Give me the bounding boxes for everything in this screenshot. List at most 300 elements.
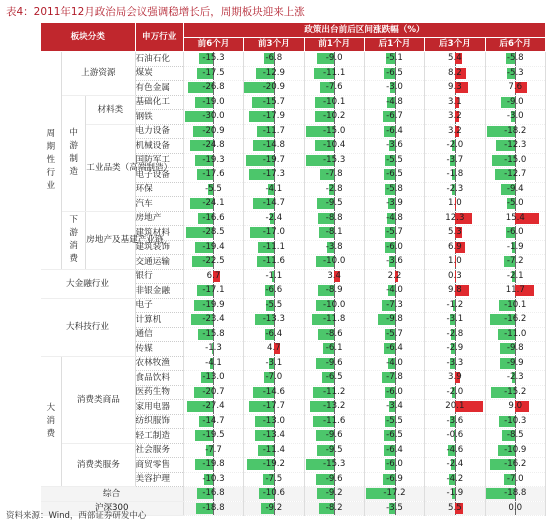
value-cell [244,298,304,313]
value-cell [304,327,364,342]
value-label: -7.8 [325,169,343,179]
value-label: 5.5 [448,502,462,513]
value-cell [244,168,304,183]
industry-name: 家用电器 [135,400,183,415]
value-cell [485,371,545,386]
value-label: 12.3 [445,212,465,223]
industry-name: 钢铁 [135,110,183,125]
value-cell [244,385,304,400]
value-label: -6.4 [386,125,403,136]
value-label: -5.5 [386,154,403,165]
value-cell [304,313,364,328]
value-label: -4.1 [265,183,283,194]
value-cell [183,501,243,516]
value-cell [183,153,243,168]
value-cell [364,487,424,502]
value-cell [364,342,424,357]
table-row [41,124,546,139]
value-label: -10.6 [262,488,285,498]
value-label: -12.7 [504,169,527,179]
value-label: -10.4 [323,140,346,150]
industry-name: 电子设备 [135,168,183,183]
value-label: -8.9 [325,285,343,295]
value-cell [485,429,545,444]
value-cell [183,110,243,125]
value-label: -10.2 [323,111,346,121]
value-cell [485,52,545,67]
value-cell [485,327,545,342]
value-cell [425,429,485,444]
value-cell [485,139,545,154]
value-cell [304,501,364,516]
value-cell [485,226,545,241]
value-cell [425,356,485,371]
value-cell [485,298,545,313]
value-cell [304,139,364,154]
value-label: -5.7 [386,328,403,339]
value-label: -17.5 [202,67,225,78]
value-label: -5.5 [265,299,283,310]
value-cell [183,443,243,458]
value-cell [364,197,424,212]
value-label: -7.7 [205,444,222,455]
value-cell [304,197,364,212]
value-cell [485,487,545,502]
value-cell [425,414,485,429]
table-row [41,269,546,284]
value-cell [425,226,485,241]
value-label: -9.8 [386,314,403,324]
value-label: -3.9 [386,198,403,208]
value-cell [364,226,424,241]
value-label: 3.2 [448,111,462,121]
header-period: 前1个月 [304,37,364,52]
industry-name: 煤炭 [135,66,183,81]
value-label: -17.1 [202,285,225,295]
value-label: 9.0 [508,401,523,411]
value-label: -20.9 [202,125,225,136]
value-cell [183,313,243,328]
value-cell [304,356,364,371]
value-label: -9.6 [325,473,343,484]
value-cell [244,139,304,154]
value-label: -7.0 [265,372,283,382]
value-label: -4.0 [386,357,403,368]
value-cell [425,298,485,313]
value-label: -6.5 [386,430,403,440]
value-label: -13.0 [262,415,285,426]
value-cell [304,52,364,67]
value-label: -4.6 [446,444,464,455]
value-cell [304,168,364,183]
industry-name: 传媒 [135,342,183,357]
value-cell [364,110,424,125]
value-label: 8.2 [448,67,462,78]
value-cell [425,52,485,67]
value-label: 3.1 [448,96,462,107]
value-label: -16.8 [202,488,225,498]
value-cell [183,226,243,241]
value-label: -15.3 [202,53,225,63]
value-label: -2.1 [506,270,524,281]
value-label: 20.1 [445,401,465,411]
value-label: -15.2 [504,386,527,397]
value-cell [304,153,364,168]
value-cell [364,284,424,299]
value-cell [485,81,545,96]
value-label: 0.0 [508,502,523,513]
value-label: -14.8 [262,140,285,150]
value-cell [304,182,364,197]
value-label: 15.4 [505,212,525,223]
table-row [41,52,546,67]
value-label: -19.4 [202,241,225,252]
value-label: 1.0 [448,198,462,208]
value-label: -13.3 [262,314,285,324]
value-label: -9.5 [325,444,343,455]
value-cell [183,429,243,444]
value-label: -13.4 [262,430,285,440]
value-cell [485,472,545,487]
industry-name: 银行 [135,269,183,284]
value-cell [485,110,545,125]
value-cell [244,429,304,444]
header-period: 前6个月 [183,37,243,52]
value-label: -4.8 [386,212,403,223]
industry-name: 纺织服饰 [135,414,183,429]
value-cell [183,211,243,226]
value-label: -15.3 [323,459,346,469]
value-cell [183,255,243,270]
value-label: -17.6 [202,169,225,179]
industry-name: 国防军工 [135,153,183,168]
header-period-group: 政策出台前后区间涨跌幅（%） [183,23,545,38]
value-label: -19.8 [202,459,225,469]
value-label: -20.9 [262,82,285,92]
value-cell [425,313,485,328]
value-label: -5.0 [506,198,524,208]
sector-group: 大科技行业 [41,298,136,356]
value-label: -6.1 [325,343,343,353]
value-label: 5.3 [448,227,462,237]
value-cell [244,443,304,458]
value-cell [244,81,304,96]
value-label: -2.0 [446,140,464,150]
value-cell [183,240,243,255]
value-cell [425,327,485,342]
sector-group-label: 大消费 [46,402,56,439]
value-cell [183,95,243,110]
value-label: -5.7 [386,227,403,237]
value-cell [304,400,364,415]
value-label: -11.1 [262,241,285,252]
value-cell [425,255,485,270]
value-cell [183,81,243,96]
value-cell [485,197,545,212]
value-cell [244,182,304,197]
value-label: -13.0 [202,372,225,382]
value-cell [183,269,243,284]
value-cell [485,255,545,270]
value-cell [364,95,424,110]
value-label: -7.2 [506,256,524,266]
value-label: -6.4 [386,343,403,353]
value-cell [304,371,364,386]
value-label: 5.4 [448,53,462,63]
value-cell [425,110,485,125]
value-label: -10.1 [323,96,346,107]
sector-group: 房地产及基建产业链 [86,211,135,269]
value-label: -6.6 [265,285,283,295]
value-label: -9.0 [325,53,343,63]
value-label: -3.6 [386,140,403,150]
value-label: -15.8 [202,328,225,339]
total-label: 沪深300 [41,501,184,516]
value-label: -19.7 [262,154,285,165]
value-cell [244,110,304,125]
value-label: -22.5 [202,256,225,266]
value-cell [183,284,243,299]
value-label: -23.4 [202,314,225,324]
value-cell [304,240,364,255]
value-label: -3.0 [386,82,403,92]
value-label: -15.0 [504,154,527,165]
total-row [41,487,546,502]
value-label: -10.1 [504,299,527,310]
value-cell [364,298,424,313]
industry-name: 美容护理 [135,472,183,487]
value-label: -10.3 [202,473,225,484]
value-cell [183,414,243,429]
value-label: 6.9 [448,241,462,252]
value-label: -14.7 [202,415,225,426]
value-cell [364,66,424,81]
value-label: -2.4 [265,212,283,223]
sector-group: 工业品类（高端制造） [86,124,135,211]
value-label: -5.8 [506,53,524,63]
value-label: -3.4 [386,401,403,411]
value-cell [244,284,304,299]
value-label: -19.2 [262,459,285,469]
value-label: -6.4 [386,444,403,455]
industry-name: 电力设备 [135,124,183,139]
value-label: -1.1 [265,270,283,281]
value-cell [485,95,545,110]
value-label: -9.6 [325,357,343,368]
value-cell [364,269,424,284]
value-label: -2.9 [446,343,464,353]
value-label: -6.8 [265,53,283,63]
value-label: -19.0 [202,96,225,107]
value-cell [244,211,304,226]
value-cell [425,139,485,154]
value-cell [244,313,304,328]
value-label: -6.5 [325,372,343,382]
value-label: -14.7 [262,198,285,208]
value-cell [304,226,364,241]
value-cell [244,400,304,415]
value-cell [425,284,485,299]
value-label: 9.8 [448,285,462,295]
value-label: -19.5 [202,430,225,440]
value-cell [183,124,243,139]
industry-name: 交通运输 [135,255,183,270]
value-cell [485,458,545,473]
value-label: 7.6 [508,82,523,92]
sector-group: 材料类 [86,95,135,124]
value-label: -30.0 [202,111,225,121]
value-label: -3.6 [386,256,403,266]
value-label: -6.0 [506,227,524,237]
value-cell [244,52,304,67]
sector-group: 消费类服务 [62,443,135,487]
value-cell [425,269,485,284]
value-cell [485,153,545,168]
value-label: -9.8 [506,343,524,353]
sector-group [62,95,86,211]
value-cell [364,385,424,400]
industry-name: 建筑装饰 [135,240,183,255]
value-label: -11.7 [262,125,285,136]
value-label: -1.8 [446,169,464,179]
value-cell [244,327,304,342]
value-cell [304,385,364,400]
value-label: -7.0 [506,473,524,484]
total-label: 综合 [41,487,184,502]
value-cell [425,66,485,81]
value-cell [485,356,545,371]
industry-name: 社会服务 [135,443,183,458]
table-row [41,95,546,110]
value-cell [364,429,424,444]
value-label: -7.8 [386,372,403,382]
value-cell [244,414,304,429]
header-sector: 板块分类 [41,23,136,52]
value-cell [244,501,304,516]
industry-name: 农林牧渔 [135,356,183,371]
value-label: -6.9 [386,473,403,484]
value-label: -8.5 [506,430,524,440]
value-label: -18.8 [504,488,527,498]
value-label: 9.3 [448,82,462,92]
industry-name: 汽车 [135,197,183,212]
industry-name: 机械设备 [135,139,183,154]
value-cell [425,197,485,212]
value-label: -8.2 [325,502,343,513]
value-label: -3.7 [446,154,464,165]
value-label: 11.7 [505,285,525,295]
value-cell [364,153,424,168]
value-cell [183,371,243,386]
value-cell [425,371,485,386]
header-industry: 申万行业 [135,23,183,52]
value-cell [244,66,304,81]
value-cell [364,472,424,487]
value-cell [364,400,424,415]
value-label: -6.0 [386,459,403,469]
value-label: -24.1 [202,198,225,208]
value-cell [183,356,243,371]
value-label: -9.0 [506,96,524,107]
value-cell [183,139,243,154]
value-cell [485,182,545,197]
industry-name: 房地产 [135,211,183,226]
source-note: 资料来源：Wind，西部证券研发中心 [6,511,147,521]
value-cell [244,487,304,502]
industry-name: 石油石化 [135,52,183,67]
value-cell [425,501,485,516]
sector-group [62,211,86,269]
sector-group-label: 中游制造 [69,128,78,177]
value-cell [364,139,424,154]
value-label: -4.1 [205,357,222,368]
value-cell [364,255,424,270]
value-cell [183,385,243,400]
industry-name: 商贸零售 [135,458,183,473]
value-cell [485,211,545,226]
value-label: -7.3 [386,299,403,310]
value-cell [485,66,545,81]
value-label: -19.9 [202,299,225,310]
value-cell [485,168,545,183]
value-cell [485,342,545,357]
industry-name: 有色金属 [135,81,183,96]
value-label: -2.3 [506,372,524,382]
table-row [41,443,546,458]
industry-name: 计算机 [135,313,183,328]
header-period: 前3个月 [244,37,304,52]
value-label: -1.3 [205,343,222,353]
value-label: -6.7 [386,111,403,121]
value-cell [183,342,243,357]
value-label: -3.1 [265,357,283,368]
value-label: -18.2 [504,125,527,136]
value-label: -17.9 [262,111,285,121]
value-cell [425,458,485,473]
value-cell [304,81,364,96]
value-label: -15.7 [262,96,285,107]
value-cell [425,342,485,357]
value-cell [425,487,485,502]
value-label: -10.0 [323,256,346,266]
value-cell [304,487,364,502]
value-cell [244,255,304,270]
value-cell [244,197,304,212]
value-label: -18.8 [202,502,225,513]
value-cell [485,443,545,458]
value-label: 3.4 [327,270,341,281]
sector-group [41,52,62,270]
value-cell [364,182,424,197]
value-cell [304,95,364,110]
value-label: -3.6 [446,415,464,426]
value-label: -7.5 [265,473,283,484]
value-cell [425,153,485,168]
value-cell [364,356,424,371]
value-label: -9.2 [325,488,343,498]
value-label: -12.9 [262,67,285,78]
value-label: -12.3 [504,140,527,150]
value-cell [304,124,364,139]
value-cell [244,226,304,241]
value-label: -5.5 [205,183,222,194]
value-label: -7.6 [325,82,343,92]
value-label: -6.0 [386,386,403,397]
value-label: 3.9 [448,372,462,382]
value-cell [304,429,364,444]
industry-name: 医药生物 [135,385,183,400]
value-cell [425,81,485,96]
